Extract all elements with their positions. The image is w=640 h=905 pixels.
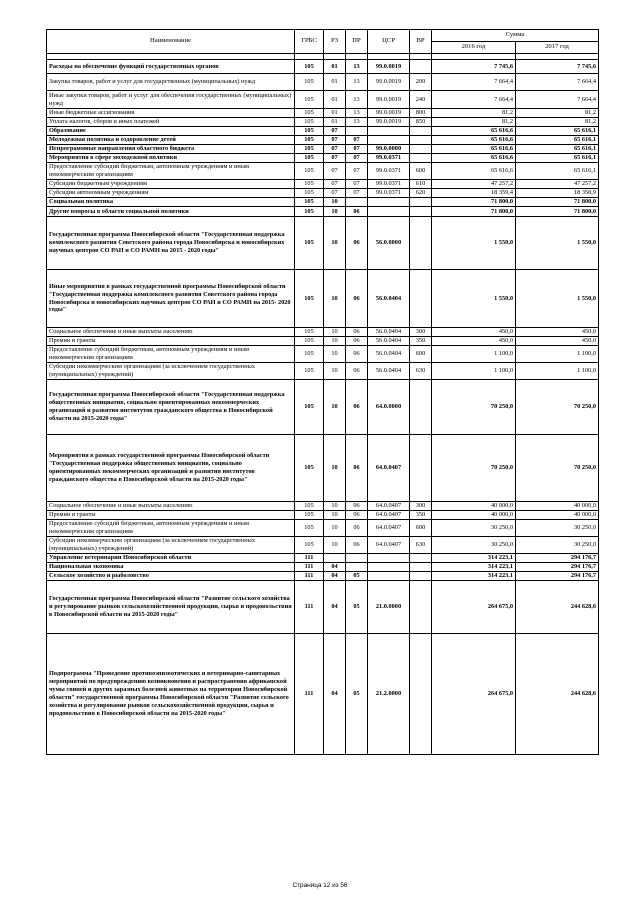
cell-vr [410,154,432,163]
cell-rz: 07 [324,145,346,154]
cell-grbs: 105 [295,363,324,380]
table-row [47,346,599,363]
cell-csr [368,136,410,145]
cell-csr [368,127,410,136]
cell-grbs: 105 [295,346,324,363]
cell-csr: 99.0.0019 [368,91,410,109]
table-row [47,91,599,109]
cell-rz [324,554,346,563]
cell-2017: 244 628,6 [516,634,599,755]
cell-grbs: 105 [295,511,324,520]
cell-vr [410,435,432,502]
cell-grbs: 105 [295,270,324,328]
cell-rz: 10 [324,217,346,270]
cell-rz: 04 [324,563,346,572]
cell-pr: 06 [346,337,368,346]
table-row [47,118,599,127]
cell-rz: 10 [324,207,346,217]
cell-pr: 06 [346,520,368,537]
table-row [47,198,599,207]
cell-rz: 10 [324,328,346,337]
cell-2017: 81,2 [516,118,599,127]
cell-2016: 65 616,6 [432,136,516,145]
cell-grbs: 105 [295,180,324,189]
cell-2017: 294 176,7 [516,554,599,563]
cell-csr: 99.0.0371 [368,180,410,189]
cell-pr: 06 [346,380,368,435]
cell-name: Подпрограмма "Проведение противоэпизоотических и ветеринарно-санитарных мероприятий по предупреждению возникновения и распространения африканской чумы свиней и других заразных болезней животных на территории Новосибирской области" государственной программы Новосибирской области "Развитие сельского хозяйства и регулирование рынков сельскохозяйственной продукции, сырья и продовольствия в Новосибирской области на 2015-2020 годы" [47,634,295,755]
cell-vr [410,380,432,435]
cell-name: Предоставление субсидий бюджетным, автономным учреждениям и иным некоммерческим организациям [47,163,295,180]
cell-pr: 06 [346,270,368,328]
cell-name: Образование [47,127,295,136]
table-row [47,328,599,337]
cell-vr: 620 [410,189,432,198]
table-row [47,363,599,380]
col-header-rz: РЗ [324,30,346,54]
cell-2017: 70 250,0 [516,435,599,502]
cell-pr: 06 [346,346,368,363]
cell-pr: 07 [346,163,368,180]
cell-2016: 264 675,0 [432,634,516,755]
cell-pr [346,127,368,136]
cell-vr: 610 [410,180,432,189]
cell-rz: 10 [324,270,346,328]
cell-pr: 05 [346,634,368,755]
cell-2017: 40 000,0 [516,511,599,520]
col-header-pr: ПР [346,30,368,54]
cell-vr: 350 [410,511,432,520]
cell-2017: 7 664,4 [516,74,599,91]
cell-name: Уплата налогов, сборов и иных платежей [47,118,295,127]
cell-2017: 30 250,0 [516,520,599,537]
cell-pr: 13 [346,74,368,91]
cell-2016: 264 675,0 [432,581,516,634]
page-footer: Страница 12 из 56 [292,882,348,889]
cell-name: Расходы на обеспечение функций государственных органов [47,60,295,74]
cell-grbs: 105 [295,189,324,198]
table-row [47,207,599,217]
cell-grbs: 111 [295,634,324,755]
cell-name: Мероприятия в сфере молодежной политики [47,154,295,163]
cell-csr: 64.0.0407 [368,537,410,554]
cell-csr: 99.0.0019 [368,118,410,127]
cell-name: Государственная программа Новосибирской области "Государственная поддержка общественных инициатив, социально ориентированных некоммерческих организаций и развития институтов гражданского общества в Новосибирской области на 2015-2020 годы" [47,380,295,435]
cell-pr [346,563,368,572]
cell-rz: 04 [324,581,346,634]
cell-2017: 30 250,0 [516,537,599,554]
cell-2017: 7 745,6 [516,60,599,74]
cell-pr: 06 [346,207,368,217]
cell-grbs: 105 [295,217,324,270]
cell-name: Субсидии бюджетным учреждениям [47,180,295,189]
table-row [47,563,599,572]
cell-name: Закупка товаров, работ и услуг для государственных (муниципальных) нужд [47,74,295,91]
table-body [47,60,599,755]
col-header-2016: 2016 год [432,42,516,54]
cell-grbs: 111 [295,563,324,572]
cell-grbs: 105 [295,145,324,154]
cell-name: Предоставление субсидий бюджетным, автономным учреждениям и иным некоммерческим организациям [47,346,295,363]
table-row [47,581,599,634]
cell-name: Премии и гранты [47,337,295,346]
cell-pr: 13 [346,109,368,118]
cell-csr: 99.0.0371 [368,189,410,198]
cell-2016: 70 250,0 [432,435,516,502]
cell-csr: 64.0.0407 [368,511,410,520]
cell-rz: 10 [324,520,346,537]
cell-rz: 01 [324,118,346,127]
cell-csr: 99.0.0371 [368,163,410,180]
cell-grbs: 105 [295,154,324,163]
cell-rz: 10 [324,346,346,363]
cell-2016: 40 000,0 [432,511,516,520]
cell-rz: 07 [324,163,346,180]
cell-csr: 64.0.0407 [368,520,410,537]
cell-name: Премии и гранты [47,511,295,520]
cell-pr: 07 [346,145,368,154]
col-header-sum: Сумма [432,30,599,42]
col-header-2017: 2017 год [516,42,599,54]
table-row [47,380,599,435]
cell-vr [410,572,432,581]
cell-2017: 71 800,0 [516,207,599,217]
cell-2016: 81,2 [432,109,516,118]
table-row [47,189,599,198]
cell-rz: 07 [324,180,346,189]
cell-grbs: 105 [295,502,324,511]
cell-csr: 99.0.0019 [368,109,410,118]
cell-grbs: 105 [295,60,324,74]
cell-pr: 06 [346,537,368,554]
cell-2017: 47 257,2 [516,180,599,189]
cell-pr: 06 [346,435,368,502]
cell-vr: 630 [410,363,432,380]
cell-rz: 01 [324,60,346,74]
table-row [47,537,599,554]
cell-grbs: 105 [295,520,324,537]
cell-rz: 01 [324,91,346,109]
cell-csr: 64.0.0407 [368,502,410,511]
cell-name: Национальная экономика [47,563,295,572]
cell-2016: 65 616,6 [432,145,516,154]
cell-vr [410,136,432,145]
cell-vr: 630 [410,537,432,554]
cell-2017: 81,2 [516,109,599,118]
cell-rz: 01 [324,109,346,118]
col-header-vr: ВР [410,30,432,54]
cell-vr [410,581,432,634]
cell-2016: 7 664,4 [432,91,516,109]
table-row [47,60,599,74]
cell-2017: 65 616,1 [516,127,599,136]
cell-rz: 10 [324,363,346,380]
cell-2016: 47 257,2 [432,180,516,189]
cell-2016: 81,2 [432,118,516,127]
cell-2016: 450,0 [432,337,516,346]
cell-csr: 56.0.0404 [368,337,410,346]
budget-document [46,29,598,755]
cell-2017: 70 250,0 [516,380,599,435]
cell-vr [410,634,432,755]
cell-csr: 99.0.0019 [368,74,410,91]
table-row [47,127,599,136]
col-header-grbs: ГРБС [295,30,324,54]
cell-name: Предоставление субсидий бюджетным, автономным учреждениям и иным некоммерческим организациям [47,520,295,537]
cell-csr: 56.0.0404 [368,346,410,363]
cell-2017: 65 616,1 [516,163,599,180]
table-row [47,109,599,118]
cell-vr: 240 [410,91,432,109]
cell-2016: 314 223,1 [432,554,516,563]
cell-csr: 99.0.0371 [368,154,410,163]
cell-pr: 07 [346,136,368,145]
table-row [47,145,599,154]
cell-2016: 71 800,0 [432,207,516,217]
cell-rz: 10 [324,380,346,435]
cell-grbs: 105 [295,74,324,91]
table-row [47,163,599,180]
cell-2017: 65 616,1 [516,136,599,145]
cell-name: Мероприятия в рамках государственной программы Новосибирской области "Государственная поддержка общественных инициатив, социально ориентированных некоммерческих организаций и развития институтов гражданского общества в Новосибирской области на 2015-2020 годы" [47,435,295,502]
cell-2016: 65 616,6 [432,154,516,163]
table-row [47,74,599,91]
cell-2017: 71 800,0 [516,198,599,207]
cell-vr: 800 [410,109,432,118]
cell-vr [410,60,432,74]
cell-vr [410,217,432,270]
cell-name: Иные закупки товаров, работ и услуг для обеспечения государственных (муниципальных) нужд [47,91,295,109]
cell-name: Другие вопросы в области социальной политики [47,207,295,217]
cell-2017: 1 550,0 [516,270,599,328]
table-row [47,217,599,270]
cell-rz: 04 [324,572,346,581]
cell-2016: 71 800,0 [432,198,516,207]
cell-pr: 13 [346,60,368,74]
cell-rz: 10 [324,511,346,520]
cell-pr: 05 [346,572,368,581]
cell-2017: 450,0 [516,337,599,346]
table-row [47,520,599,537]
cell-2017: 40 000,0 [516,502,599,511]
cell-pr: 06 [346,328,368,337]
cell-csr: 21.0.0000 [368,581,410,634]
cell-vr: 600 [410,346,432,363]
cell-vr: 350 [410,337,432,346]
cell-2017: 1 550,0 [516,217,599,270]
cell-2017: 1 100,0 [516,346,599,363]
cell-pr [346,554,368,563]
cell-name: Социальная политика [47,198,295,207]
cell-grbs: 105 [295,435,324,502]
cell-pr: 06 [346,511,368,520]
cell-2016: 1 550,0 [432,270,516,328]
cell-pr: 06 [346,502,368,511]
cell-csr: 64.0.0407 [368,435,410,502]
cell-vr [410,563,432,572]
cell-pr: 07 [346,180,368,189]
cell-rz: 10 [324,435,346,502]
col-header-csr: ЦСР [368,30,410,54]
cell-name: Государственная программа Новосибирской области "Государственная поддержка комплексного развития Советского района города Новосибирска и новосибирских научных центров СО РАН и СО РАМН на 2015 - 2020 годы" [47,217,295,270]
cell-grbs: 105 [295,163,324,180]
cell-rz: 07 [324,154,346,163]
cell-vr [410,145,432,154]
cell-rz: 10 [324,337,346,346]
cell-2017: 1 100,0 [516,363,599,380]
cell-2016: 70 250,0 [432,380,516,435]
cell-grbs: 111 [295,572,324,581]
cell-name: Сельское хозяйство и рыболовство [47,572,295,581]
table-row [47,180,599,189]
cell-vr: 850 [410,118,432,127]
cell-vr: 300 [410,502,432,511]
table-row [47,154,599,163]
cell-name: Иные мероприятия в рамках государственной программы Новосибирской области "Государственная поддержка комплексного развития Советского района города Новосибирска и новосибирских научных центров СО РАН и СО РАМН на 2015- 2020 годы" [47,270,295,328]
cell-vr [410,554,432,563]
cell-csr [368,207,410,217]
table-row [47,337,599,346]
cell-pr: 06 [346,363,368,380]
cell-2016: 314 223,1 [432,572,516,581]
cell-2016: 65 616,6 [432,163,516,180]
cell-pr: 13 [346,118,368,127]
cell-2016: 314 223,1 [432,563,516,572]
cell-grbs: 105 [295,207,324,217]
cell-vr [410,207,432,217]
cell-grbs: 105 [295,109,324,118]
cell-2016: 18 359,4 [432,189,516,198]
cell-pr: 05 [346,581,368,634]
cell-name: Молодежная политика и оздоровление детей [47,136,295,145]
cell-pr: 07 [346,154,368,163]
cell-vr [410,198,432,207]
table-row [47,554,599,563]
cell-grbs: 105 [295,127,324,136]
cell-csr [368,572,410,581]
cell-vr: 200 [410,74,432,91]
cell-2016: 30 250,0 [432,537,516,554]
cell-2016: 65 616,6 [432,127,516,136]
cell-csr: 56.0.0404 [368,328,410,337]
cell-grbs: 105 [295,198,324,207]
cell-csr [368,563,410,572]
cell-name: Субсидии некоммерческим организациям (за исключением государственных (муниципальных) учреждений) [47,363,295,380]
cell-name: Субсидии автономным учреждениям [47,189,295,198]
cell-vr: 600 [410,520,432,537]
cell-grbs: 105 [295,91,324,109]
cell-csr [368,554,410,563]
cell-2017: 18 358,9 [516,189,599,198]
cell-2017: 244 628,6 [516,581,599,634]
table-row [47,435,599,502]
cell-rz: 07 [324,189,346,198]
cell-2016: 1 550,0 [432,217,516,270]
cell-rz: 01 [324,74,346,91]
table-row [47,572,599,581]
col-header-name: Наименование [47,30,295,54]
cell-name: Субсидии некоммерческим организациям (за исключением государственных (муниципальных) учреждений) [47,537,295,554]
cell-2016: 7 664,4 [432,74,516,91]
cell-name: Государственная программа Новосибирской области "Развитие сельского хозяйства и регулирование рынков сельскохозяйственной продукции, сырья и продовольствия в Новосибирской области на 2015-2020 годы" [47,581,295,634]
cell-grbs: 105 [295,136,324,145]
cell-2016: 30 250,0 [432,520,516,537]
cell-2017: 7 664,4 [516,91,599,109]
budget-table [46,29,599,755]
cell-vr [410,270,432,328]
cell-name: Управление ветеринарии Новосибирской области [47,554,295,563]
cell-grbs: 105 [295,337,324,346]
cell-2017: 65 616,1 [516,145,599,154]
table-row [47,270,599,328]
cell-grbs: 111 [295,554,324,563]
cell-rz: 10 [324,198,346,207]
cell-pr [346,198,368,207]
table-row [47,634,599,755]
cell-2017: 294 176,7 [516,572,599,581]
cell-name: Социальное обеспечение и иные выплаты населению [47,328,295,337]
cell-csr [368,198,410,207]
cell-name: Социальное обеспечение и иные выплаты населению [47,502,295,511]
cell-vr [410,127,432,136]
cell-2017: 294 176,7 [516,563,599,572]
cell-pr: 06 [346,217,368,270]
table-row [47,511,599,520]
cell-rz: 07 [324,136,346,145]
cell-grbs: 111 [295,581,324,634]
cell-grbs: 105 [295,118,324,127]
cell-2016: 1 100,0 [432,363,516,380]
cell-rz: 07 [324,127,346,136]
cell-vr: 600 [410,163,432,180]
table-row [47,136,599,145]
cell-pr: 13 [346,91,368,109]
cell-2016: 450,0 [432,328,516,337]
table-row [47,502,599,511]
cell-2016: 1 100,0 [432,346,516,363]
cell-csr: 21.2.0000 [368,634,410,755]
cell-2016: 7 745,6 [432,60,516,74]
cell-csr: 64.0.0000 [368,380,410,435]
cell-name: Иные бюджетные ассигнования [47,109,295,118]
cell-grbs: 105 [295,380,324,435]
cell-rz: 04 [324,634,346,755]
cell-csr: 99.0.0000 [368,145,410,154]
cell-name: Непрограммные направления областного бюджета [47,145,295,154]
cell-csr: 56.0.0404 [368,363,410,380]
cell-rz: 10 [324,537,346,554]
cell-csr: 56.0.0404 [368,270,410,328]
cell-pr: 07 [346,189,368,198]
cell-grbs: 105 [295,328,324,337]
cell-2017: 65 616,1 [516,154,599,163]
cell-grbs: 105 [295,537,324,554]
cell-rz: 10 [324,502,346,511]
cell-csr: 99.0.0019 [368,60,410,74]
cell-vr: 300 [410,328,432,337]
cell-2016: 40 000,0 [432,502,516,511]
cell-csr: 56.0.0000 [368,217,410,270]
cell-2017: 450,0 [516,328,599,337]
